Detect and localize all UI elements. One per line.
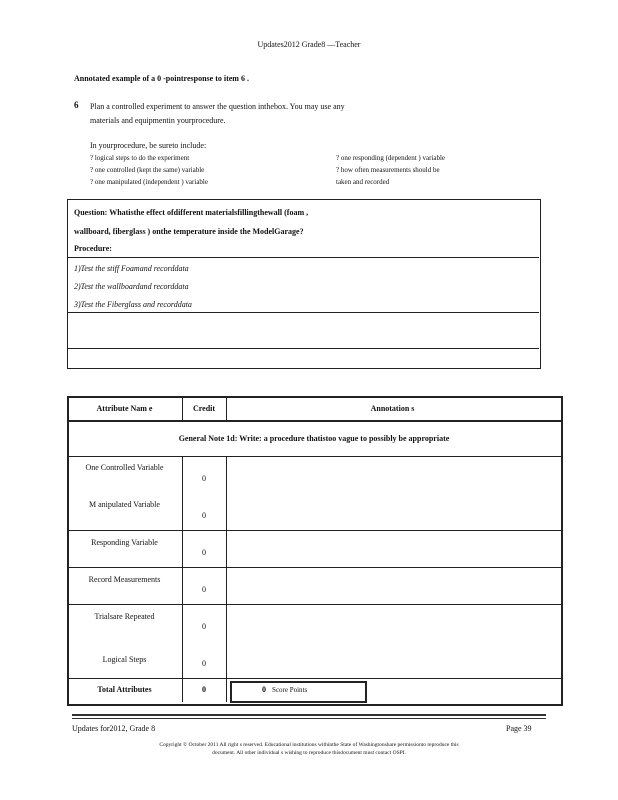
footer-rule xyxy=(72,718,546,719)
procedure-step: 1)Test the stiff Foamand recorddata xyxy=(74,264,189,273)
score-points-label: Score Points xyxy=(272,686,308,694)
credit-value: 0 xyxy=(202,622,206,631)
credit-value: 0 xyxy=(202,511,206,520)
divider xyxy=(68,312,539,313)
checklist-right-item: ? how often measurements should be xyxy=(336,166,440,174)
attribute-name: Logical Steps xyxy=(102,655,147,664)
attribute-name: Trialsare Repeated xyxy=(94,612,155,621)
page-number: Page 39 xyxy=(506,724,532,733)
header-attribute: Attribute Nam e xyxy=(96,404,153,413)
include-intro: In yourprocedure, be sureto include: xyxy=(90,141,207,150)
score-points-value: 0 xyxy=(262,685,266,694)
attribute-name: M anipulated Variable xyxy=(89,500,160,509)
checklist-right-item: taken and recorded xyxy=(336,178,390,186)
item-number: 6 xyxy=(74,100,79,110)
checklist-left-item: ? one manipulated (independent ) variable xyxy=(90,178,208,186)
divider xyxy=(67,530,561,531)
total-credit: 0 xyxy=(202,685,206,694)
item-prompt-line2: materials and equipmentin yourprocedure. xyxy=(90,116,226,125)
footer-rule xyxy=(72,714,546,716)
divider xyxy=(226,456,227,702)
checklist-right-item: ? one responding (dependent ) variable xyxy=(336,154,446,162)
question-line2: wallboard, fiberglass ) onthe temperature inside the ModelGarage? xyxy=(74,227,304,236)
item-prompt-line1: Plan a controlled experiment to answer the question inthebox. You may use any xyxy=(90,102,345,111)
divider xyxy=(67,456,561,457)
divider xyxy=(68,348,539,349)
total-attributes-label: Total Attributes xyxy=(97,685,152,694)
credit-value: 0 xyxy=(202,548,206,557)
copyright-line1: Copyright © October 2011 All right s reserved. Educational institutions withinthe State of Washingtonshare permissionto reproduce this xyxy=(159,742,459,748)
attribute-name: One Controlled Variable xyxy=(85,463,164,472)
running-header: Updates2012 Grade8 —Teacher xyxy=(257,40,361,49)
header-annotations: Annotation s xyxy=(370,404,415,413)
credit-value: 0 xyxy=(202,659,206,668)
header-credit: Credit xyxy=(192,404,216,413)
procedure-label: Procedure: xyxy=(74,244,112,253)
divider xyxy=(67,420,561,422)
attribute-name: Record Measurements xyxy=(88,575,161,584)
divider xyxy=(68,257,539,258)
procedure-step: 2)Test the wallboardand recorddata xyxy=(74,282,189,291)
checklist-left-item: ? one controlled (kept the same) variable xyxy=(90,166,205,174)
procedure-step: 3)Test the Fiberglass and recorddata xyxy=(74,300,192,309)
divider xyxy=(67,567,561,568)
credit-value: 0 xyxy=(202,585,206,594)
copyright-line2: document. All other individual s wishing to reproduce thisdocument must contact OSPI. xyxy=(212,750,406,756)
attribute-name: Responding Variable xyxy=(91,538,158,547)
divider xyxy=(67,604,561,605)
general-note: General Note 1d: Write: a procedure thatistoo vague to possibly be appropriate xyxy=(178,434,450,443)
footer-left: Updates for2012, Grade 8 xyxy=(72,724,156,733)
checklist-left-item: ? logical steps to do the experiment xyxy=(90,154,190,162)
credit-value: 0 xyxy=(202,474,206,483)
divider xyxy=(67,678,561,679)
annotated-heading: Annotated example of a 0 -pointresponse to item 6 . xyxy=(74,74,249,83)
question-line1: Question: Whatisthe effect ofdifferent materialsfillingthewall (foam , xyxy=(74,208,309,217)
